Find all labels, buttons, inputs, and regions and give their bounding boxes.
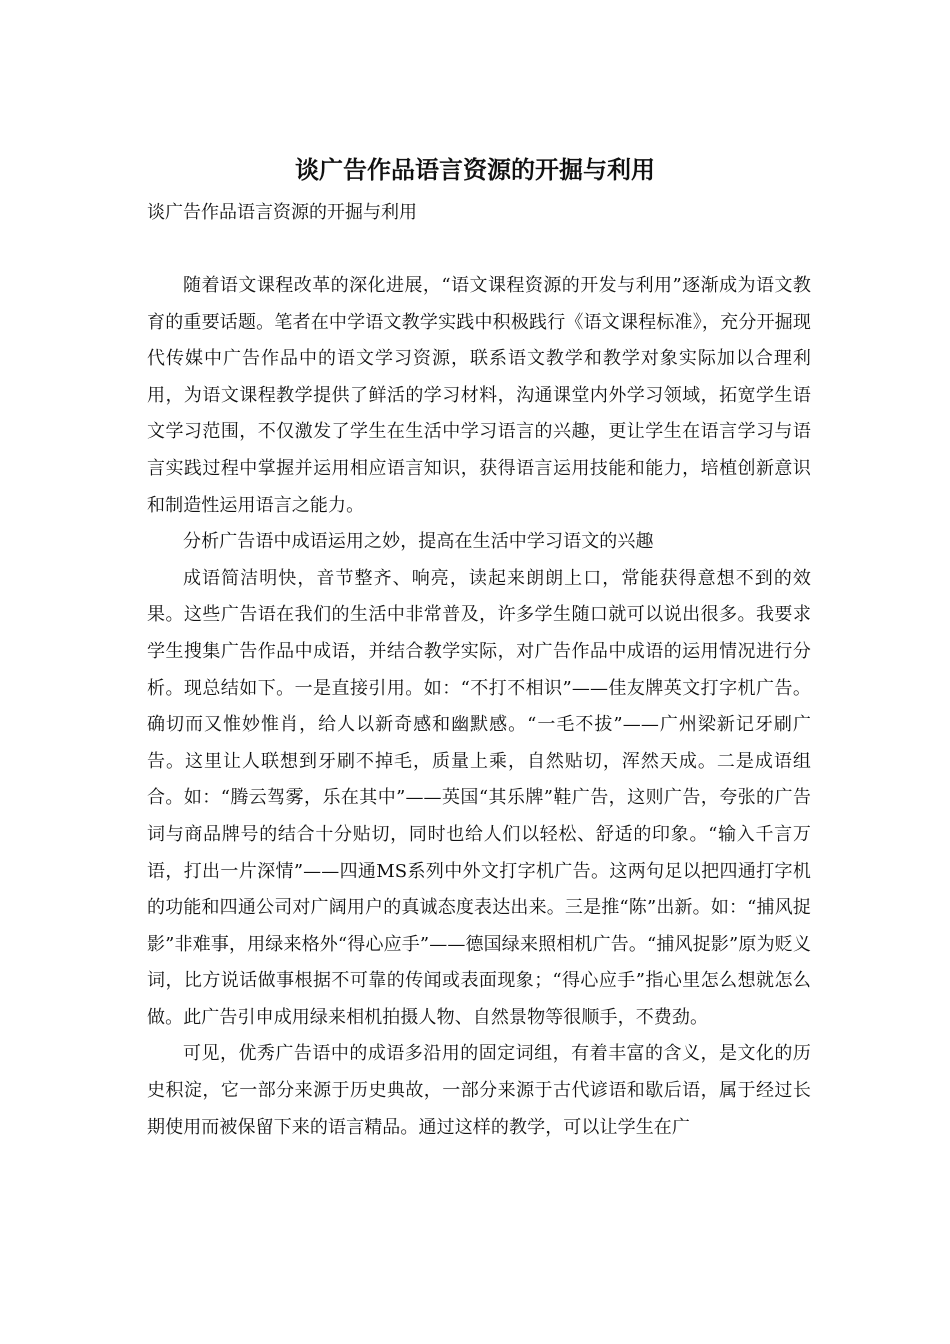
document-title: 谈广告作品语言资源的开掘与利用 bbox=[295, 156, 655, 184]
section-heading: 分析广告语中成语运用之妙，提高在生活中学习语文的兴趣 bbox=[183, 531, 654, 553]
document-body bbox=[147, 268, 811, 1146]
paragraph-conclusion: 可见，优秀广告语中的成语多沿用的固定词组，有着丰富的含义，是文化的历史积淀，它一部分来源于历史典故，一部分来源于古代谚语和歇后语，属于经过长期使用而被保留下来的语言精品。通过这样的教学，可以让学生在广 bbox=[147, 1043, 811, 1138]
paragraph-idioms: 成语简洁明快，音节整齐、响亮，读起来朗朗上口，常能获得意想不到的效果。这些广告语在我们的生活中非常普及，许多学生随口就可以说出很多。我要求学生搜集广告作品中成语，并结合教学实际，对广告作品中成语的运用情况进行分析。现总结如下。一是直接引用。如：“不打不相识”——佳友牌英文打字机广告。确切而又惟妙惟肖，给人以新奇感和幽默感。“一毛不拔”——广州梁新记牙刷广告。这里让人联想到牙刷不掉毛，质量上乘，自然贴切，浑然天成。二是成语组合。如：“腾云驾雾，乐在其中”——英国“其乐牌”鞋广告，这则广告，夸张的广告词与商品牌号的结合十分贴切，同时也给人们以轻松、舒适的印象。“输入千言万语，打出一片深情”——四通MS系列中外文打字机广告。这两句足以把四通打字机的功能和四通公司对广阔用户的真诚态度表达出来。三是推“陈”出新。如：“捕风捉影”非难事，用绿来格外“得心应手”——德国绿来照相机广告。“捕风捉影”原为贬义词，比方说话做事根据不可靠的传闻或表面现象；“得心应手”指心里怎么想就怎么做。此广告引申成用绿来相机拍摄人物、自然景物等很顺手，不费劲。 bbox=[147, 567, 811, 1028]
document-subtitle: 谈广告作品语言资源的开掘与利用 bbox=[147, 202, 417, 223]
paragraph-intro: 随着语文课程改革的深化进展，“语文课程资源的开发与利用”逐渐成为语文教育的重要话题。笔者在中学语文教学实践中积极践行《语文课程标准》，充分开掘现代传媒中广告作品中的语文学习资源，联系语文教学和教学对象实际加以合理利用，为语文课程教学提供了鲜活的学习材料，沟通课堂内外学习领域，拓宽学生语文学习范围，不仅激发了学生在生活中学习语言的兴趣，更让学生在语言学习与语言实践过程中掌握并运用相应语言知识，获得语言运用技能和能力，培植创新意识和制造性运用语言之能力。 bbox=[147, 275, 811, 516]
